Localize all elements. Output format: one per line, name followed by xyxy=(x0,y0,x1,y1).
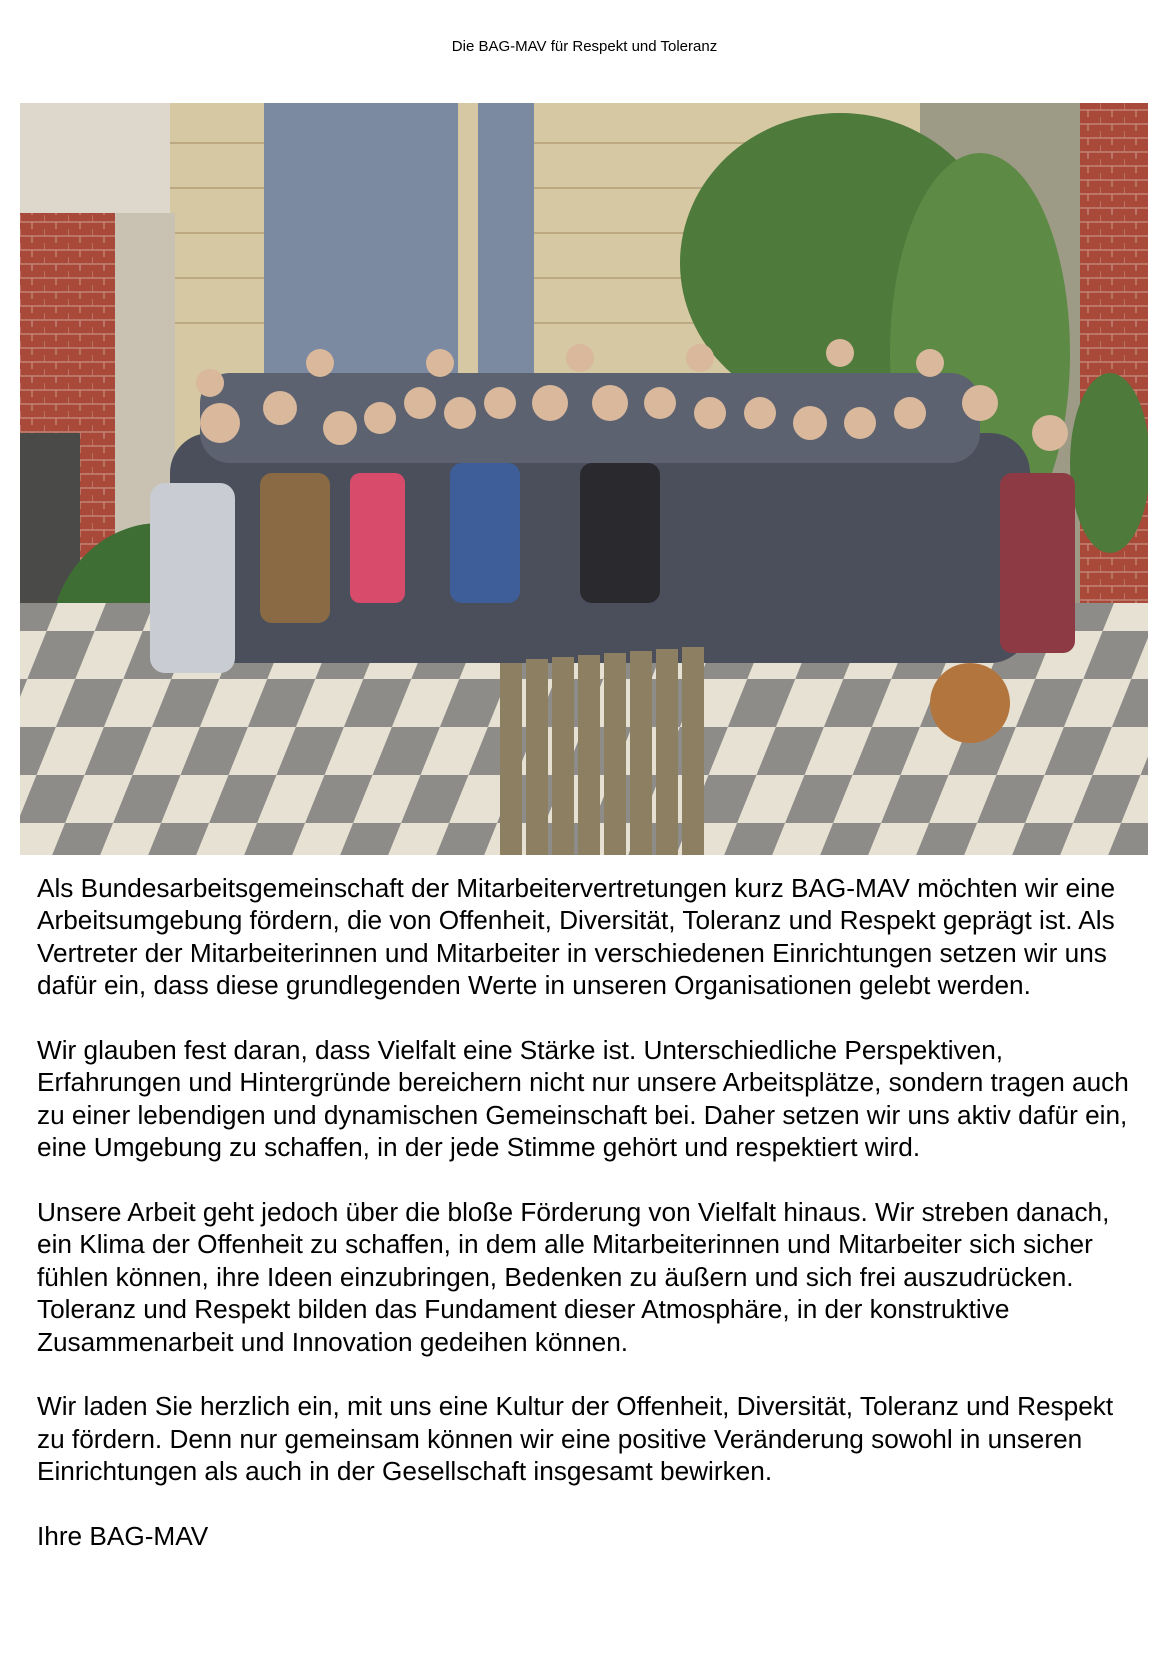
signature: Ihre BAG-MAV xyxy=(37,1521,209,1552)
paragraph-3: Unsere Arbeit geht jedoch über die bloße Förderung von Vielfalt hinaus. Wir streben danach, ein Klima der Offenheit zu schaffen, in dem alle Mitarbeiterinnen und Mitarbeiter sich sicher fühlen können, ihre Ideen einzubringen, Bedenken zu äußern und sich frei auszudrücken. Toleranz und Respekt bilden das Fundament dieser Atmosphäre, in der konstruktive Zusammenarbeit und Innovation gedeihen können. xyxy=(37,1197,1110,1357)
paragraph-2: Wir glauben fest daran, dass Vielfalt eine Stärke ist. Unterschiedliche Perspektiven, Erfahrungen und Hintergründe bereichern nicht nur unsere Arbeitsplätze, sondern tragen auch zu einer lebendigen und dynamischen Gemeinschaft bei. Daher setzen wir uns aktiv dafür ein, eine Umgebung zu schaffen, in der jede Stimme gehört und respektiert wird. xyxy=(37,1035,1129,1163)
paragraph-1: Als Bundesarbeitsgemeinschaft der Mitarbeitervertretungen kurz BAG-MAV möchten wir eine Arbeitsumgebung fördern, die von Offenheit, Diversität, Toleranz und Respekt geprägt ist. Als Vertreter der Mitarbeiterinnen und Mitarbeiter in verschiedenen Einrichtungen setzen wir uns dafür ein, dass diese grundlegenden Werte in unseren Organisationen gelebt werden. xyxy=(37,873,1116,1001)
group-photo xyxy=(20,103,1148,855)
body-text xyxy=(37,872,1147,1585)
page-header: Die BAG-MAV für Respekt und Toleranz xyxy=(451,38,718,55)
paragraph-4: Wir laden Sie herzlich ein, mit uns eine Kultur der Offenheit, Diversität, Toleranz und Respekt zu fördern. Denn nur gemeinsam können wir eine positive Veränderung sowohl in unseren Einrichtungen als auch in der Gesellschaft insgesamt bewirken. xyxy=(37,1391,1114,1487)
